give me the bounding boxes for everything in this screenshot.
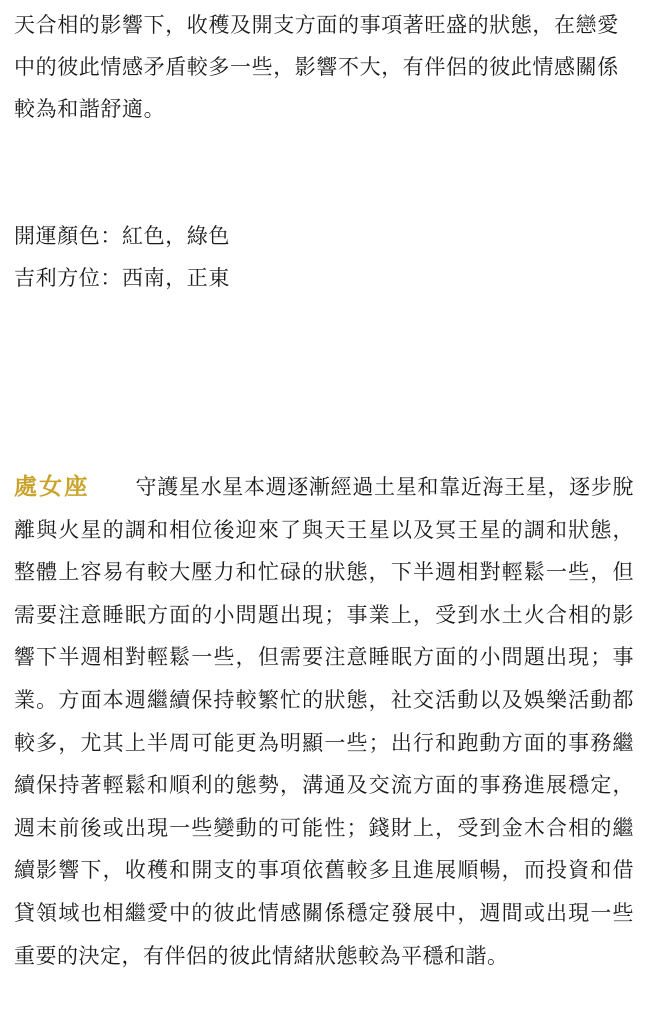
virgo-section [14, 466, 634, 977]
lucky-direction-value: 西南，正東 [122, 266, 230, 290]
virgo-heading: 處女座 [14, 474, 90, 500]
lucky-direction-row [14, 257, 634, 299]
lucky-direction-label: 吉利方位： [14, 266, 122, 290]
previous-sign-paragraph: 天合相的影響下，收穫及開支方面的事項著旺盛的狀態，在戀愛中的彼此情感矛盾較多一些，影響不大，有伴侶的彼此情感關係較為和諧舒適。 [14, 13, 619, 121]
lucky-info [14, 215, 634, 299]
lucky-color-value: 紅色，綠色 [122, 224, 230, 248]
lucky-color-row [14, 215, 634, 257]
virgo-text: 守護星水星本週逐漸經過土星和靠近海王星，逐步脫離與火星的調和相位後迎來了與天王星以及冥王星的調和狀態，整體上容易有較大壓力和忙碌的狀態，下半週相對輕鬆一些，但需要注意睡眠方面的小問題出現；事業上，受到水土火合相的影響下半週相對輕鬆一些，但需要注意睡眠方面的小問題出現；事業。方面本週繼續保持較繁忙的狀態，社交活動以及娛樂活動都較多，尤其上半周可能更為明顯一些；出行和跑動方面的事務繼續保持著輕鬆和順利的態勢，溝通及交流方面的事務進展穩定，週末前後或出現一些變動的可能性；錢財上，受到金木合相的繼續影響下，收穫和開支的事項依舊較多且進展順暢，而投資和借貸領域也相繼愛中的彼此情感關係穩定發展中，週間或出現一些重要的決定，有伴侶的彼此情緒狀態較為平穩和諧。 [14, 475, 635, 968]
lucky-color-label: 開運顏色： [14, 224, 122, 248]
